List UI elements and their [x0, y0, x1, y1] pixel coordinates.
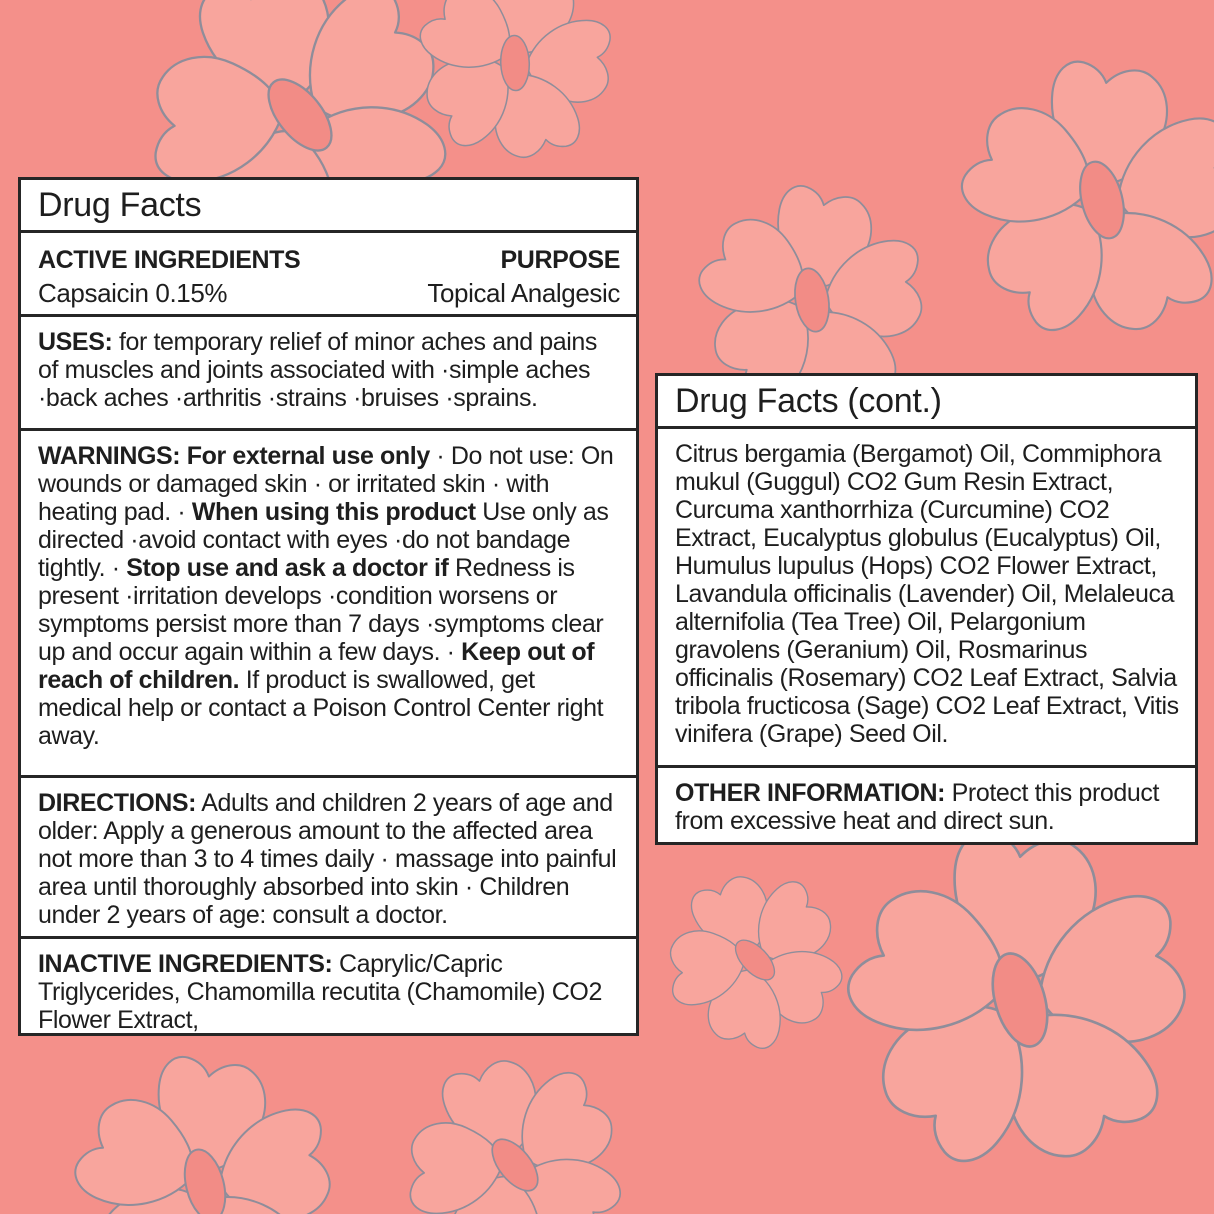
flower-illustration: [931, 43, 1214, 371]
inactive-ingredients-cont-section: [658, 426, 1195, 765]
flower-illustration: [816, 813, 1214, 1203]
flower-illustration: [639, 850, 871, 1079]
flower-illustration: [377, 1036, 652, 1214]
drug-facts-cont-panel: [655, 373, 1198, 845]
active-ingredients-section: [21, 230, 636, 314]
flower-illustration: [46, 1039, 356, 1214]
inactive-ingredients-label: INACTIVE INGREDIENTS:: [38, 950, 333, 978]
drug-facts-title: [21, 180, 636, 230]
inactive-ingredients-cont-text: Citrus bergamia (Bergamot) Oil, Commiphora mukul (Guggul) CO2 Gum Resin Extract, Curcuma xanthorrhiza (Curcumine) CO2 Extract, Eucalyptus globulus (Eucalyptus) Oil, Humulus lupulus (Hops) CO2 Flower Extract, Lavandula officinalis (Lavender) Oil, Melaleuca alternifolia (Tea Tree) Oil, Pelargonium gravolens (Geranium) Oil, Rosmarinus officinalis (Rosemary) CO2 Leaf Extract, Salvia tribola fructicosa (Sage) CO2 Leaf Extract, Vitis vinifera (Grape) Seed Oil.: [675, 440, 1179, 748]
warnings-text: For external use only · Do not use: On wounds or damaged skin · or irritated skin · with heating pad. · When using this product Use only as directed ·avoid contact with eyes ·do not bandage tightly. · Stop use and ask a doctor if Redness is present ·irritation develops ·condition worsens or symptoms persist more than 7 days ·symptoms clear up and occur again within a few days. · Keep out of reach of children. If product is swallowed, get medical help or contact a Poison Control Center right away.: [38, 442, 614, 750]
active-ingredients-label: ACTIVE INGREDIENTS: [38, 246, 301, 274]
warnings-section: [21, 428, 636, 775]
active-ingredients-column: [38, 246, 300, 314]
warnings-label: WARNINGS:: [38, 442, 181, 470]
directions-label: DIRECTIONS:: [38, 789, 197, 817]
panel-title-text: Drug Facts: [38, 185, 202, 224]
drug-facts-panel: [18, 177, 639, 1036]
panel-title-text: Drug Facts (cont.): [675, 381, 942, 420]
uses-text: for temporary relief of minor aches and pains of muscles and joints associated with ·simple aches ·back aches ·arthritis ·strains ·bruises ·sprains.: [38, 328, 598, 412]
other-information-label: OTHER INFORMATION:: [675, 779, 946, 807]
uses-label: USES:: [38, 328, 113, 356]
purpose-label: PURPOSE: [500, 246, 620, 274]
purpose-column: [427, 246, 620, 314]
drug-facts-cont-title: [658, 376, 1195, 426]
directions-text: Adults and children 2 years of age and older: Apply a generous amount to the affected area not more than 3 to 4 times daily · massage into painful area until thoroughly absorbed into skin · Children under 2 years of age: consult a doctor.: [38, 789, 617, 929]
inactive-ingredients-section: [21, 936, 636, 1033]
other-information-section: [658, 765, 1195, 842]
active-ingredient-value: Capsaicin 0.15%: [38, 278, 228, 308]
inactive-ingredients-text: Caprylic/Capric Triglycerides, Chamomilla recutita (Chamomile) CO2 Flower Extract,: [38, 950, 602, 1033]
other-information-text: Protect this product from excessive heat and direct sun.: [675, 779, 1160, 835]
uses-section: [21, 314, 636, 428]
purpose-value: Topical Analgesic: [427, 278, 620, 308]
directions-section: [21, 775, 636, 936]
